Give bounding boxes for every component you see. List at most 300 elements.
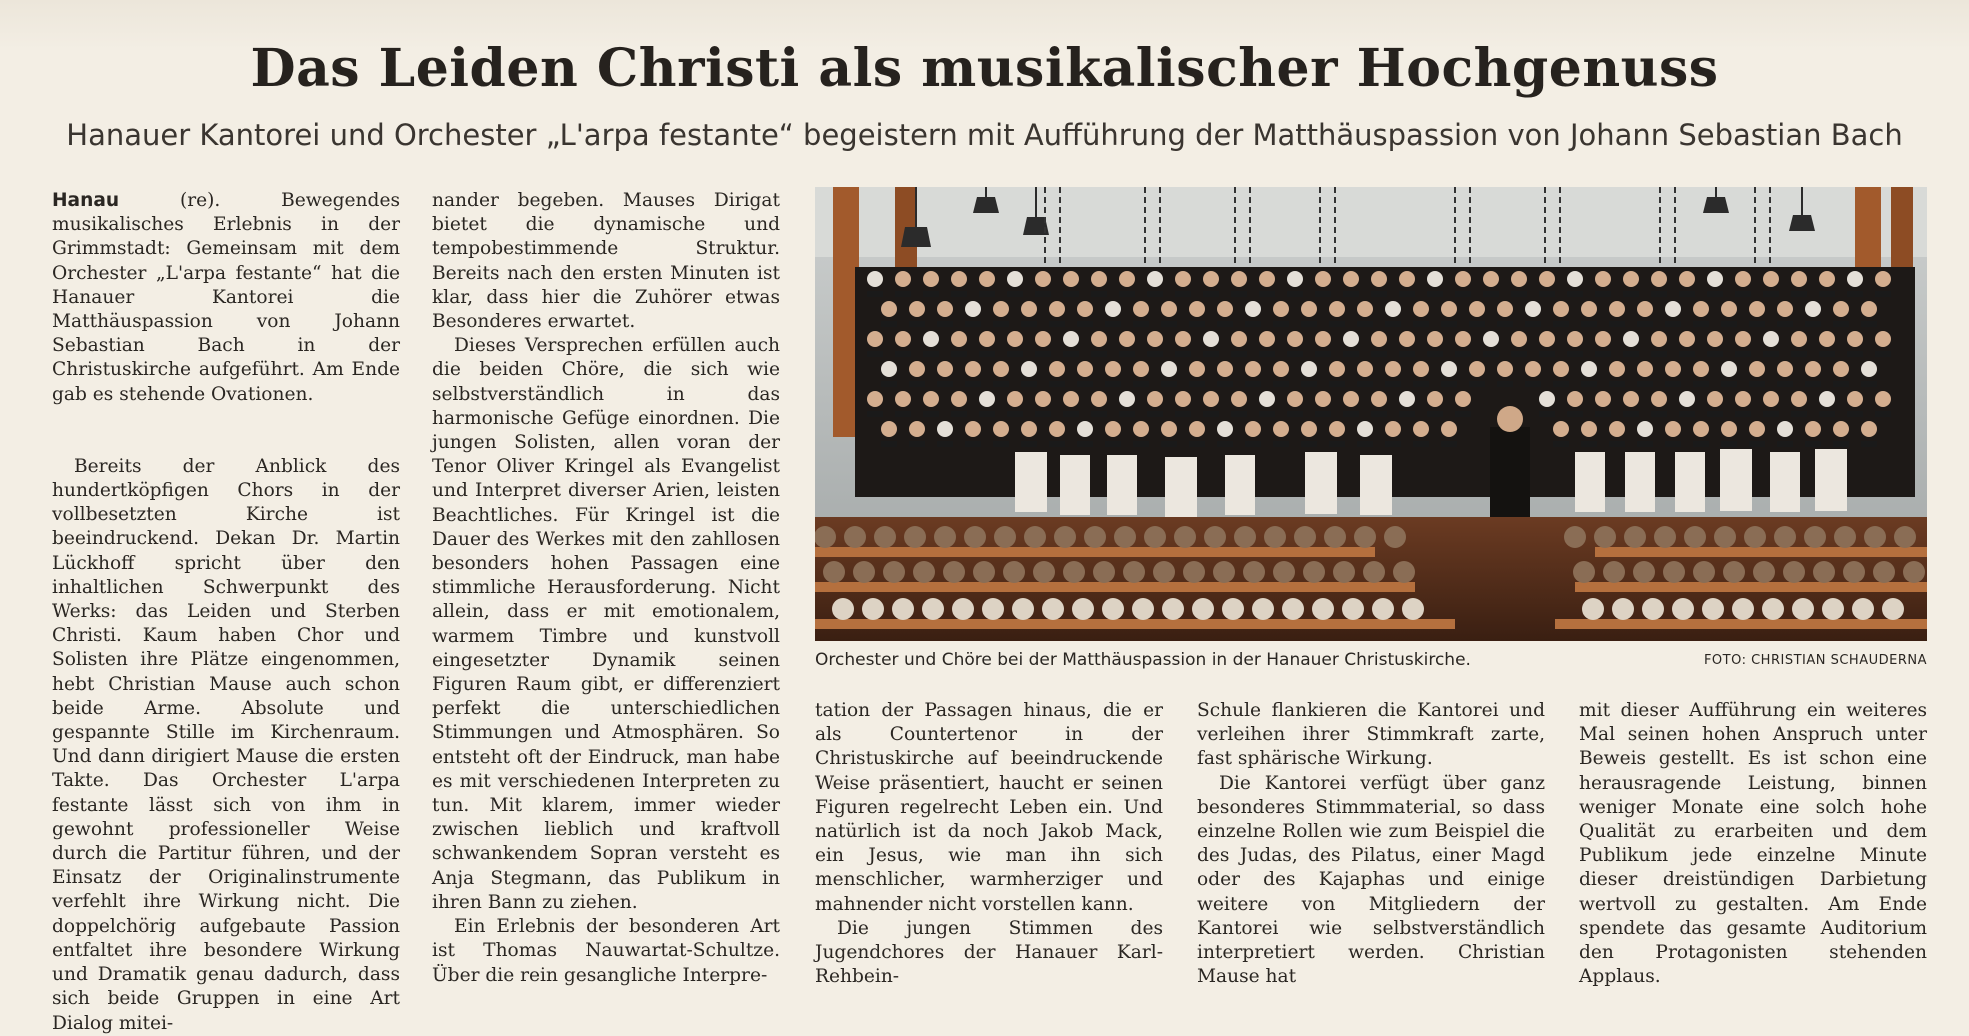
music-folder [1441,381,1457,387]
music-folder [1427,291,1443,297]
choir-singer-head [1735,271,1751,287]
choir-singer-head [1637,301,1653,317]
music-folder [909,321,925,327]
music-folder [1105,321,1121,327]
choir-singer-head [937,301,953,317]
music-folder [1805,441,1821,447]
music-folder [1343,291,1359,297]
choir-singer-head [1329,421,1345,437]
choir-singer-head [1819,391,1835,407]
music-folder [1203,411,1219,417]
audience-head [1183,561,1205,583]
choir-singer-head [1483,331,1499,347]
choir-singer-head [1749,361,1765,377]
article-column-2 [432,189,780,986]
audience-head [1753,561,1775,583]
music-folder [895,351,911,357]
music-folder [1203,351,1219,357]
choir-singer-head [1287,391,1303,407]
music-folder [1371,411,1387,417]
choir-singer-head [1357,421,1373,437]
choir-singer-head [1777,361,1793,377]
music-folder [1679,291,1695,297]
audience-head [1864,526,1886,548]
music-folder [1861,321,1877,327]
music-folder [1385,321,1401,327]
music-folder [1679,351,1695,357]
choir-singer-head [1105,361,1121,377]
music-folder [1273,321,1289,327]
music-folder [1763,351,1779,357]
music-folder [1595,291,1611,297]
audience-head [1834,526,1856,548]
choir-singer-head [1189,301,1205,317]
choir-singer-head [1161,421,1177,437]
audience-head [1324,526,1346,548]
music-folder [1189,321,1205,327]
choir-singer-head [993,421,1009,437]
choir-singer-head [1819,271,1835,287]
paragraph: mit dieser Aufführung ein weiteres Mal seinen hohen Anspruch unter Beweis gestellt. Es ist schon eine herausragende Leistung, binnen weniger Monate eine solch hohe Qualität zu erarbeiten und dem Publikum jede einzelne Minute dieser dreistündigen Darbietung wertvoll zu gestalten. Am Ende spendete das gesamte Auditorium den Protagonisten stehenden Applaus. [1579,700,1927,988]
choir-singer-head [1637,361,1653,377]
choir-singer-head [1399,391,1415,407]
audience-head [874,526,896,548]
paragraph: Die jungen Stimmen des Jugendchores der Hanauer Karl-Rehbein- [815,917,1163,988]
music-folder [1693,321,1709,327]
choir-singer-head [979,271,995,287]
choir-singer-head [951,271,967,287]
choir-singer-head [1791,271,1807,287]
music-folder [1413,441,1429,447]
choir-singer-head [937,421,953,437]
music-folder [1651,351,1667,357]
choir-singer-head [1525,301,1541,317]
paragraph: Dieses Versprechen erfüllen auch die beiden Chöre, die sich wie selbstverständlich in das harmonische Gefüge einordnen. Die jungen Solisten, allen voran der Tenor Oliver Kringel als Evangelist und Interpret diverser Arien, leisten Beachtliches. Für Kringel ist die Dauer des Werkes mit den zahllosen besonders hohen Passagen eine stimmliche Herausforderung. Nicht allein, dass er mit emotionalem, warmem Timbre und kunstvoll eingesetzter Dynamik seinen Figuren Raum gibt, er differenziert perfekt die unterschiedlichen Stimmungen und Atmosphären. So entsteht oft der Eindruck, man habe es mit verschiedenen Interpreten zu tun. Mit klarem, immer wieder zwischen lieblich und kraftvoll schwankendem Sopran versteht es Anja Stegmann, das Publikum in ihren Bann zu ziehen. [432,335,780,913]
music-folder [1735,291,1751,297]
audience-head [1264,526,1286,548]
choir-singer-head [1805,421,1821,437]
music-folder [1245,381,1261,387]
music-folder [1091,291,1107,297]
music-folder [965,441,981,447]
music-folder [1021,321,1037,327]
audience-head [1582,598,1604,620]
article-column-1 [52,189,400,1034]
choir-singer-head [895,271,911,287]
music-folder [1623,291,1639,297]
music-folder [1861,381,1877,387]
music-folder [1567,411,1583,417]
audience-head [1633,561,1655,583]
choir-singer-head [1231,391,1247,407]
music-folder [1455,411,1471,417]
music-folder [1833,441,1849,447]
choir-singer-head [1287,331,1303,347]
choir-singer-head [1091,331,1107,347]
music-folder [1035,411,1051,417]
choir-singer-head [1091,271,1107,287]
music-folder [1161,321,1177,327]
music-folder [1609,381,1625,387]
choir-singer-head [1721,361,1737,377]
music-folder [1287,351,1303,357]
audience-head [1852,598,1874,620]
audience-head [1774,526,1796,548]
choir-singer-head [1343,391,1359,407]
audience-head [1564,526,1586,548]
music-folder [895,411,911,417]
audience-head [1033,561,1055,583]
music-folder [1413,321,1429,327]
audience-head [1243,561,1265,583]
choir-singer-head [1203,391,1219,407]
audience-head [1882,598,1904,620]
audience-head [1804,526,1826,548]
choir-singer-head [1315,331,1331,347]
choir-singer-head [1651,331,1667,347]
choir-orchestra-image [815,187,1927,641]
choir-singer-head [1693,301,1709,317]
audience-head [832,598,854,620]
music-folder [1119,411,1135,417]
choir-singer-head [1091,391,1107,407]
music-folder [1581,441,1597,447]
music-folder [1343,411,1359,417]
choir-singer-head [1273,301,1289,317]
choir-singer-head [979,331,995,347]
music-folder [923,291,939,297]
audience-head [1072,598,1094,620]
audience-head [1654,526,1676,548]
audience-head [1354,526,1376,548]
choir-singer-head [1189,361,1205,377]
choir-singer-head [923,271,939,287]
choir-singer-head [1441,361,1457,377]
choir-singer-head [1427,391,1443,407]
choir-singer-head [1707,271,1723,287]
choir-singer-head [1077,421,1093,437]
choir-singer-head [1805,361,1821,377]
choir-singer-head [1581,421,1597,437]
music-folder [1553,441,1569,447]
music-folder [1805,381,1821,387]
music-folder [1091,351,1107,357]
music-folder [1651,291,1667,297]
music-folder [1763,291,1779,297]
choir-singer-head [1147,331,1163,347]
music-folder [1777,441,1793,447]
choir-singer-head [1847,331,1863,347]
music-folder [1413,381,1429,387]
choir-singer-head [1721,301,1737,317]
music-folder [1245,441,1261,447]
music-folder [1399,351,1415,357]
audience-head [844,526,866,548]
photo-caption: Orchester und Chöre bei der Matthäuspassion in der Hanauer Christuskirche. [815,650,1471,670]
music-folder [1595,351,1611,357]
music-folder [1371,291,1387,297]
audience-head [1063,561,1085,583]
music-folder [1301,321,1317,327]
music-folder [1721,381,1737,387]
choir-singer-head [1553,301,1569,317]
music-folder [1007,291,1023,297]
choir-singer-head [867,331,883,347]
music-folder [965,381,981,387]
music-folder [1133,441,1149,447]
choir-singer-head [1861,301,1877,317]
music-folder [1665,381,1681,387]
choir-singer-head [1245,361,1261,377]
music-folder [1539,351,1555,357]
choir-singer-head [1539,331,1555,347]
music-folder [1385,441,1401,447]
choir-singer-head [909,301,925,317]
choir-singer-head [1399,271,1415,287]
choir-singer-head [1287,271,1303,287]
paragraph: Bereits der Anblick des hundertköpfigen Chors in der vollbesetzten Kirche ist beeindruckend. Dekan Dr. Martin Lückhoff spricht über den inhaltlichen Schwerpunkt des Werks: das Leiden und Sterben Christi. Kaum haben Chor und Solisten ihre Plätze eingenommen, hebt Christian Mause auch schon beide Arme. Absolute und gespannte Stille im Kirchenraum. Und dann dirigiert Mause die ersten Takte. Das Orchester L'arpa festante lässt sich von ihm in gewohnt professioneller Weise durch die Partitur führen, und der Einsatz der Originalinstrumente verfehlt ihre Wirkung nicht. Die doppelchörig aufgebaute Passion entfaltet ihre besondere Wirkung und Dramatik genau dadurch, dass sich beide Gruppen in eine Art Dialog mitei- [52,455,400,1034]
audience-head [1714,526,1736,548]
audience-head [922,598,944,620]
choir-singer-head [1721,421,1737,437]
music-folder [1147,291,1163,297]
choir-singer-head [1511,271,1527,287]
choir-singer-head [1665,421,1681,437]
music-folder [867,411,883,417]
choir-singer-head [1707,331,1723,347]
choir-singer-head [1861,421,1877,437]
choir-singer-head [1539,271,1555,287]
choir-singer-head [1175,271,1191,287]
choir-singer-head [1077,361,1093,377]
music-folder [1553,321,1569,327]
choir-singer-head [1343,331,1359,347]
choir-singer-head [1637,421,1653,437]
music-folder [1833,321,1849,327]
choir-singer-head [1875,331,1891,347]
audience-head [952,598,974,620]
choir-singer-head [1105,301,1121,317]
music-folder [1693,381,1709,387]
music-folder [993,321,1009,327]
choir-singer-head [1021,301,1037,317]
choir-singer-head [1371,331,1387,347]
choir-singer-head [1133,421,1149,437]
music-folder [909,441,925,447]
music-folder [1469,381,1485,387]
music-folder [1749,321,1765,327]
music-folder [1609,321,1625,327]
audience-head [1234,526,1256,548]
choir-singer-head [1049,301,1065,317]
music-folder [1119,351,1135,357]
music-folder [1161,441,1177,447]
choir-singer-head [1245,301,1261,317]
music-folder [1791,411,1807,417]
audience-head [1294,526,1316,548]
choir-singer-head [1007,391,1023,407]
choir-singer-head [951,391,967,407]
audience-head [982,598,1004,620]
music-folder [951,351,967,357]
choir-singer-head [1469,361,1485,377]
audience-head [1393,561,1415,583]
music-folder [951,411,967,417]
audience-head [1903,561,1925,583]
choir-singer-head [1455,331,1471,347]
choir-singer-head [1385,361,1401,377]
choir-singer-head [1763,391,1779,407]
choir-singer-head [1385,301,1401,317]
audience-head [1693,561,1715,583]
music-folder [1861,441,1877,447]
choir-singer-head [1609,301,1625,317]
music-folder [1273,381,1289,387]
choir-singer-head [993,301,1009,317]
music-folder [1329,321,1345,327]
music-folder [1133,321,1149,327]
choir-singer-head [1875,391,1891,407]
music-folder [867,291,883,297]
choir-singer-head [1455,271,1471,287]
music-folder [951,291,967,297]
music-folder [1623,351,1639,357]
music-folder [937,381,953,387]
music-folder [1875,411,1891,417]
music-folder [1819,291,1835,297]
choir-singer-head [1553,421,1569,437]
music-folder [1105,441,1121,447]
music-folder [1147,411,1163,417]
audience-head [862,598,884,620]
audience-head [1162,598,1184,620]
audience-head [1624,526,1646,548]
music-folder [1315,351,1331,357]
audience-head [1723,561,1745,583]
music-folder [1623,411,1639,417]
audience-head [1744,526,1766,548]
choir-singer-head [1259,391,1275,407]
music-folder [1693,441,1709,447]
photo-credit: FOTO: CHRISTIAN SCHAUDERNA [1703,653,1927,668]
music-folder [1679,411,1695,417]
audience-head [1663,561,1685,583]
music-folder [1007,351,1023,357]
audience-head [943,561,965,583]
audience-head [1132,598,1154,620]
audience-head [1282,598,1304,620]
choir-singer-head [867,271,883,287]
choir-singer-head [1763,271,1779,287]
music-folder [993,381,1009,387]
music-folder [1455,351,1471,357]
choir-singer-head [1175,391,1191,407]
music-folder [1091,411,1107,417]
music-folder [1021,441,1037,447]
audience-head [973,561,995,583]
music-folder [1371,351,1387,357]
choir-singer-head [1777,421,1793,437]
music-folder [1455,291,1471,297]
choir-singer-head [1329,361,1345,377]
music-folder [1539,411,1555,417]
music-folder [1021,381,1037,387]
choir-singer-head [1525,361,1541,377]
choir-singer-head [1875,271,1891,287]
choir-singer-head [1567,271,1583,287]
music-folder [1147,351,1163,357]
choir-singer-head [1021,361,1037,377]
choir-singer-head [1035,271,1051,287]
choir-singer-head [1007,331,1023,347]
choir-singer-head [1413,301,1429,317]
choir-singer-head [1791,391,1807,407]
music-folder [1161,381,1177,387]
choir-singer-head [895,331,911,347]
music-folder [1427,351,1443,357]
choir-singer-head [1427,271,1443,287]
music-folder [979,351,995,357]
audience-head [1153,561,1175,583]
choir-singer-head [881,421,897,437]
music-folder [1525,381,1541,387]
music-folder [1819,351,1835,357]
audience-head [904,526,926,548]
choir-singer-head [1833,301,1849,317]
choir-singer-head [1581,361,1597,377]
music-folder [867,351,883,357]
music-folder [1399,291,1415,297]
choir-singer-head [1371,391,1387,407]
choir-singer-head [1819,331,1835,347]
choir-singer-head [1735,331,1751,347]
paragraph: Schule flankieren die Kantorei und verleihen ihrer Stimmkraft zarte, fast sphärische Wirkung. [1197,700,1545,770]
music-folder [1483,351,1499,357]
paragraph: tation der Passagen hinaus, die er als Countertenor in der Christuskirche auf beeindruckende Weise präsentiert, haucht er seinen Figuren regelrecht Leben ein. Und natürlich ist da noch Jakob Mack, ein Jesus, wie man ihn sich menschlicher, warmherziger und mahnender nicht vorstellen kann. [815,700,1163,915]
audience-head [1813,561,1835,583]
music-folder [1385,381,1401,387]
choir-singer-head [1273,361,1289,377]
choir-singer-head [1413,421,1429,437]
music-folder [1847,291,1863,297]
music-folder [1721,441,1737,447]
music-folder [1063,351,1079,357]
music-folder [1791,351,1807,357]
choir-singer-head [923,391,939,407]
music-folder [1777,381,1793,387]
choir-singer-head [1623,271,1639,287]
music-folder [937,441,953,447]
paragraph [52,189,400,407]
music-folder [1539,291,1555,297]
audience-head [823,561,845,583]
choir-singer-head [1749,421,1765,437]
choir-singer-head [1399,331,1415,347]
choir-singer-head [1203,271,1219,287]
choir-singer-head [1665,361,1681,377]
choir-singer-head [965,361,981,377]
music-folder [1805,321,1821,327]
choir-singer-head [1651,271,1667,287]
audience-head [1873,561,1895,583]
audience-head [1684,526,1706,548]
paragraph: Die Kantorei verfügt über ganz besonderes Stimmmaterial, so dass einzelne Rollen wie zum Beispiel die des Judas, des Pilatus, einer Magd oder des Kajaphas und einige weitere von Mitgliedern der Kantorei wie selbstverständlich interpretiert werden. Christian Mause hat [1197,772,1545,988]
music-folder [1203,291,1219,297]
audience-head [1783,561,1805,583]
choir-singer-head [1469,301,1485,317]
choir-singer-head [1147,271,1163,287]
audience-head [1843,561,1865,583]
